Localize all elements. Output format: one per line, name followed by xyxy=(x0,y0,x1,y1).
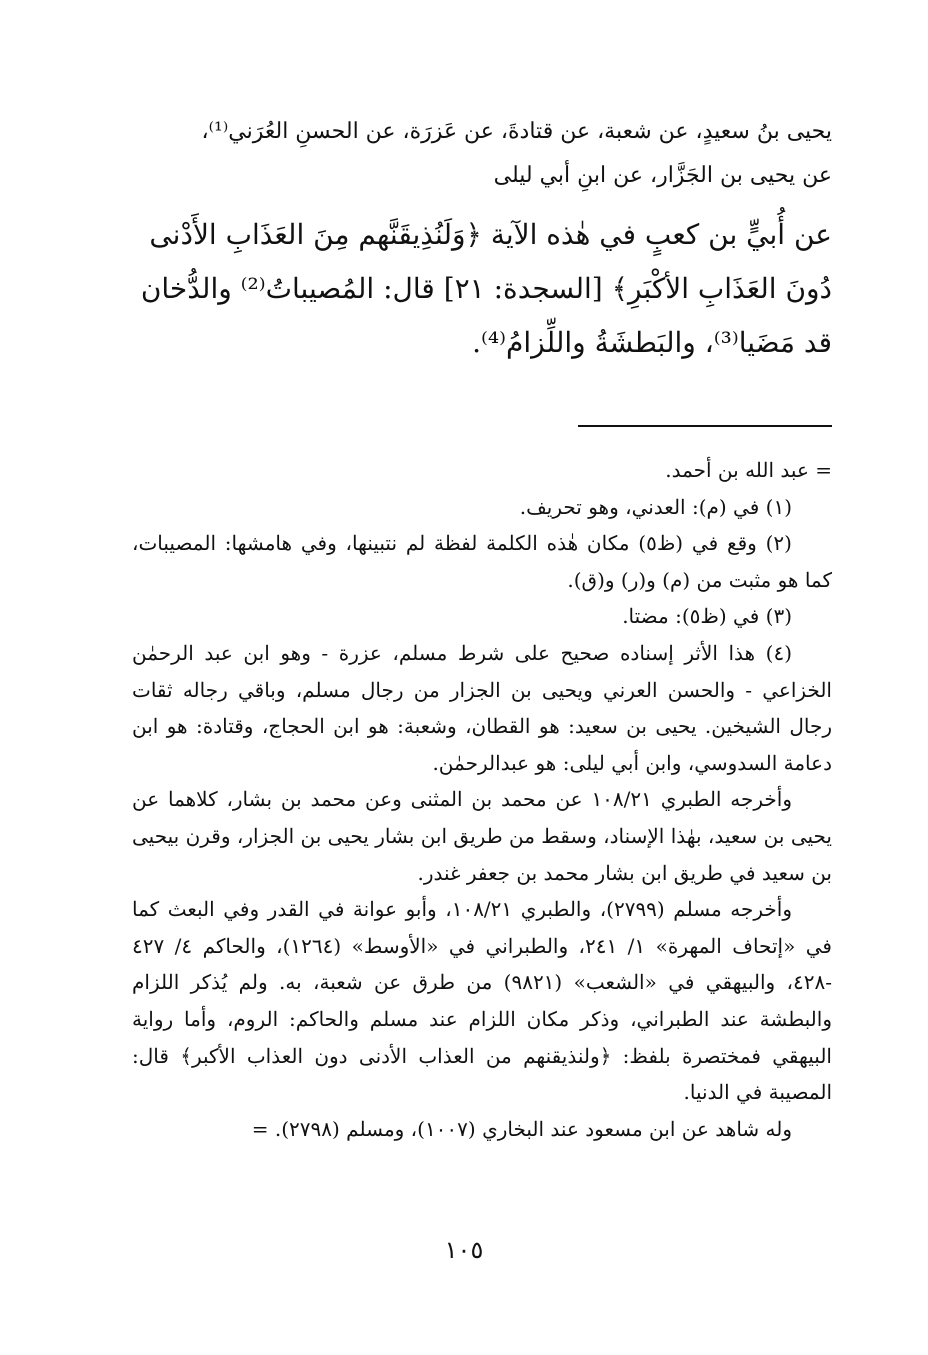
footnote-2: (٢) وقع في (ظ٥) مكان هٰذه الكلمة لفظة لم نتبينها، وفي هامشها: المصيبات، كما هو مثبت من (م) و(ر) و(ق). xyxy=(132,531,832,592)
isnad-paragraph xyxy=(132,110,832,198)
matn-line: قد مَضَيا⁽³⁾، والبَطشَةُ واللِّزامُ⁽⁴⁾. xyxy=(472,326,832,359)
footnote-4-tabari: وأخرجه الطبري ١٠٨/٢١ عن محمد بن المثنى وعن محمد بن بشار، كلاهما عن يحيى بن سعيد، بهٰذا الإسناد، وسقط من طريق ابن بشار يحيى بن الجزار، وقرن بيحيى بن سعيد في طريق ابن بشار محمد بن جعفر غندر. xyxy=(132,787,832,885)
footnote-4-witness: وله شاهد عن ابن مسعود عند البخاري (١٠٠٧)، ومسلم (٢٧٩٨). = xyxy=(251,1116,792,1141)
isnad-line: يحيى بنُ سعيدٍ، عن شعبة، عن قتادةَ، عن عَزرَة، عن الحسنِ العُرَني⁽¹⁾، xyxy=(201,119,832,144)
footnote-4: (٤) هذا الأثر إسناده صحيح على شرط مسلم، عزرة - وهو ابن عبد الرحمٰن الخزاعي - والحسن العرني ويحيى بن الجزار من رجال مسلم، وباقي رجاله ثقات رجال الشيخين. يحيى بن سعيد: هو القطان، وشعبة: هو ابن الحجاج، وقتادة: هو ابن دعامة السدوسي، وابن أبي ليلى: هو عبدالرحمٰن. xyxy=(132,640,832,775)
footnote-3: (٣) في (ظ٥): مضتا. xyxy=(622,604,792,629)
matn-line: دُونَ العَذَابِ الأكْبَرِ﴾ [السجدة: ٢١] قال: المُصيباتُ⁽²⁾ والدُّخان xyxy=(140,272,832,305)
footnote-continuation: = عبد الله بن أحمد. xyxy=(665,458,832,482)
isnad-line: عن يحيى بن الجَزَّار، عن ابنِ أبي ليلى xyxy=(493,163,832,188)
footnotes-section xyxy=(132,452,832,1147)
footnote-1: (١) في (م): العدني، وهو تحريف. xyxy=(519,494,792,519)
matn-line: عن أُبيٍّ بن كعبٍ في هٰذه الآية ﴿وَلَنُذِيقَنَّهم مِنَ العَذَابِ الأَدْنى xyxy=(149,218,832,251)
footnote-separator xyxy=(578,425,832,427)
page-number: ١٠٥ xyxy=(444,1236,484,1264)
matn-paragraph xyxy=(132,208,832,370)
footnote-4-sources: وأخرجه مسلم (٢٧٩٩)، والطبري ١٠٨/٢١، وأبو عوانة في القدر وفي البعث كما في «إتحاف المهرة» ١/ ٢٤١، والطبراني في «الأوسط» (١٢٦٤)، والحاكم ٤/ ٤٢٧ -٤٢٨، والبيهقي في «الشعب» (٩٨٢١) من طرق عن شعبة، به. ولم يُذكر اللزام والبطشة عند الطبراني، وذكر مكان اللزام عند مسلم والحاكم: الروم، وأما رواية البيهقي فمختصرة بلفظ: ﴿ولنذيقنهم من العذاب الأدنى دون العذاب الأكبر﴾ قال: المصيبة في الدنيا. xyxy=(132,897,832,1105)
